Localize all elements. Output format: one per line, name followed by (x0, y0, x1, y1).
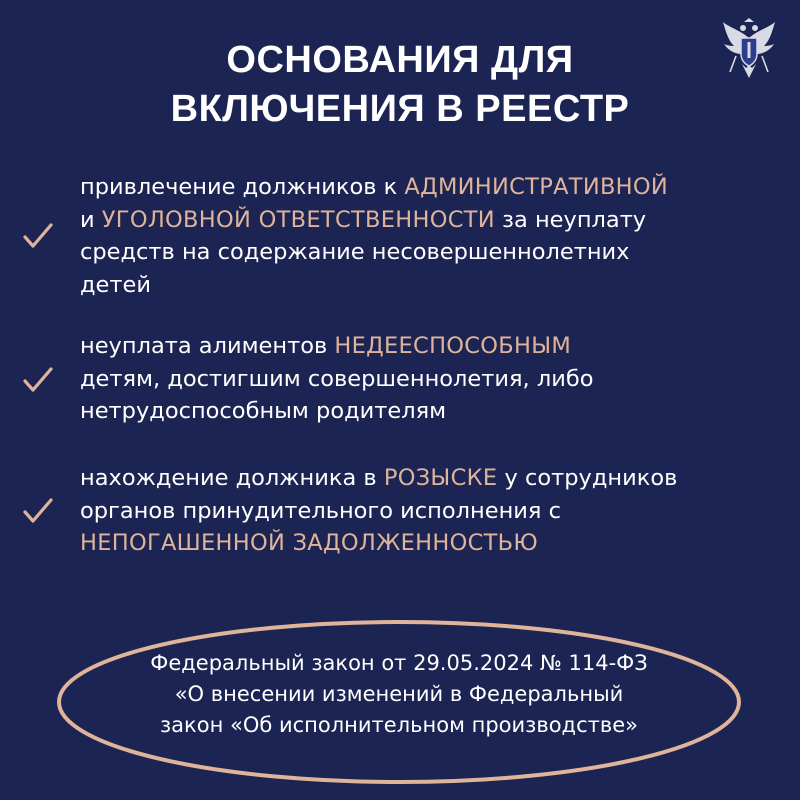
item-line: нетрудоспособным родителям (80, 398, 447, 424)
title-line-2: ВКЛЮЧЕНИЯ В РЕЕСТР (170, 88, 630, 130)
list-item (80, 330, 780, 428)
item-line (80, 462, 780, 495)
law-line-3: закон «Об исполнительном производстве» (160, 713, 638, 737)
checkmark-icon (22, 222, 54, 250)
item-line: детей (80, 271, 151, 298)
item-text: и (80, 206, 102, 233)
list-item (80, 171, 780, 301)
item-text: у сотрудников (497, 465, 678, 491)
item-highlight: АДМИНИСТРАТИВНОЙ (404, 174, 669, 200)
checkmark-icon (22, 366, 54, 394)
item-text: нахождение должника в (80, 465, 384, 491)
item-text: привлечение должников к (80, 174, 405, 200)
item-line: детям, достигшим совершеннолетия, либо (80, 365, 594, 392)
title-line-1: ОСНОВАНИЯ ДЛЯ (226, 39, 574, 81)
item-line: органов принудительного исполнения с (80, 497, 561, 524)
checkmark-icon (22, 497, 54, 525)
list-item (80, 462, 780, 560)
item-line (80, 204, 780, 237)
item-highlight: РОЗЫСКЕ (383, 465, 498, 491)
item-line: средств на содержание несовершеннолетних (80, 239, 630, 265)
item-highlight: НЕДЕЕСПОСОБНЫМ (334, 333, 572, 359)
item-text: неуплата алиментов (80, 333, 335, 359)
item-text: за неуплату (494, 206, 647, 233)
law-citation (54, 648, 744, 741)
law-line-2: «О внесении изменений в Федеральный (174, 682, 624, 706)
page-title (0, 36, 800, 134)
item-highlight: НЕПОГАШЕННОЙ ЗАДОЛЖЕННОСТЬЮ (80, 530, 538, 556)
item-line (80, 171, 780, 204)
item-line (80, 330, 780, 363)
item-highlight: УГОЛОВНОЙ ОТВЕТСТВЕННОСТИ (101, 206, 495, 233)
law-line-1: Федеральный закон от 29.05.2024 № 114-ФЗ (150, 651, 648, 675)
